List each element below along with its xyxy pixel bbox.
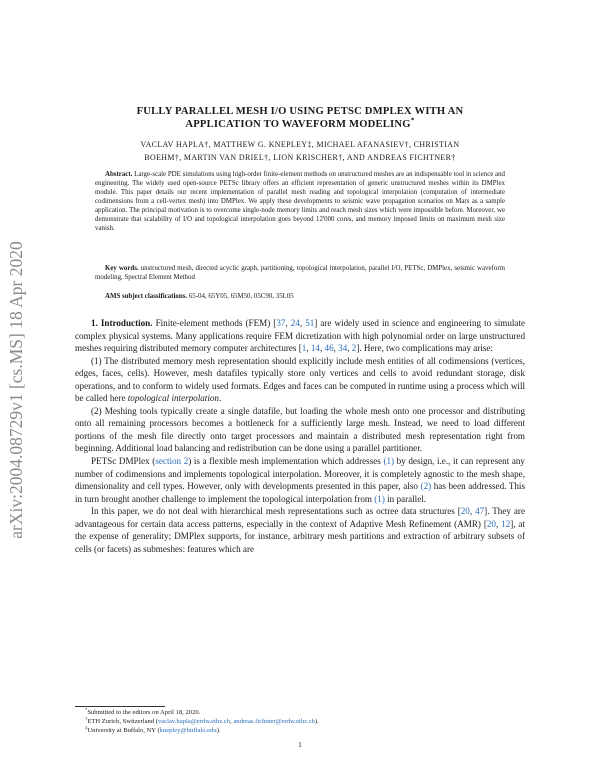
section-heading: 1. Introduction. (91, 318, 153, 328)
intro-paragraph-2: (1) The distributed memory mesh representation should explicitly include mesh entities of all codimensions (vertices, edges, faces, cells). However, mesh datafiles typically store only vertices and cells to avoid redundant storage, disk operations, and to conform to widely used formats. Edges and faces can be computed in runtime using a process which will be called here topological interpolation. (75, 355, 525, 404)
citation-link[interactable]: 14 (310, 343, 320, 354)
authors-line-1: VACLAV HAPLA†, MATTHEW G. KNEPLEY‡, MICHAEL AFANASIEV†, CHRISTIAN (140, 140, 460, 149)
abstract (95, 171, 505, 234)
citation-link[interactable]: 20 (486, 518, 496, 529)
arxiv-stamp-text: arXiv:2004.08729v1 [cs.MS] 18 Apr 2020 (6, 241, 26, 539)
item-reference-link[interactable]: (1) (374, 493, 385, 504)
intro-paragraph-4: PETSc DMPlex (section 2) is a flexible mesh implementation which addresses (1) by design, i.e., it can represent any number of codimensions and implements topological interpolation. Moreover, it is completely agnostic to the mesh shape, dimensionality and cell types. However, only with developments presented in this paper, also (2) has been addressed. This in turn brought another challenge to implement the topological interpolation from (1) in parallel. (75, 456, 525, 504)
abstract-text: Large-scale PDE simulations using high-order finite-element methods on unstructured meshes are an indispensable tool in science and engineering. The widely used open-source PETSc library offers an efficient representation of generic unstructured meshes within its DMPlex module. This paper details our recent implementation of parallel mesh reading and topological interpolation (computation of intermediate codimensions from a cell-vertex mesh) into DMPlex. We apply these developments to seismic wave propagation scenarios on Mars as a sample application. The principal motivation is to overcome single-node memory limits and reach mesh sizes which were impossible before. Moreover, we demonstrate that scalability of I/O and topological interpolation goes beyond 12'000 cores, and memory imposed limits on maximum mesh size vanish. (95, 171, 505, 232)
ams-text: 65-04, 65Y05, 65M50, 05C90, 35L05 (188, 293, 294, 300)
footnote-divider (75, 706, 165, 707)
intro-paragraph-3: (2) Meshing tools typically create a single datafile, but loading the whole mesh onto one processor and distributing onto all remaining processors becomes a bottleneck for a sufficiently large mesh. Instead, we need to load different portions of the mesh file directly onto target processors and maintain a distributed mesh representation right from beginning. Additional load balancing and redistribution can be done using a parallel partitioner. (75, 405, 525, 454)
citation-link[interactable]: 46 (324, 343, 334, 354)
title-line-2: APPLICATION TO WAVEFORM MODELING* (185, 115, 415, 130)
arxiv-identifier-stamp (4, 195, 30, 585)
email-link[interactable]: knepley@buffalo.edu (159, 726, 217, 734)
section-link[interactable]: section 2 (155, 456, 189, 467)
keywords-text: unstructured mesh, directed acyclic graph, partitioning, topological interpolation, parallel I/O, PETSc, DMPlex, seismic waveform modeling, Spectral Element Method (95, 265, 505, 281)
keywords-label: Key words. (105, 265, 139, 272)
ams-label: AMS subject classifications. (105, 293, 188, 300)
keywords (95, 265, 505, 283)
footnote-submitted: *Submitted to the editors on April 18, 2020. (85, 706, 201, 716)
page-number: 1 (298, 740, 302, 749)
paper-page (75, 0, 525, 776)
authors-line-2: BOEHM†, MARTIN VAN DRIEL†, LION KRISCHER†, AND ANDREAS FICHTNER† (144, 152, 456, 162)
citation-link[interactable]: 37 (276, 318, 286, 328)
paper-title (75, 105, 525, 131)
email-link[interactable]: vaclav.hapla@erdw.ethz.ch (158, 717, 231, 725)
introduction-section (75, 317, 525, 555)
citation-link[interactable]: 51 (305, 318, 315, 328)
item-reference-link[interactable]: (1) (383, 456, 395, 467)
citation-link[interactable]: 12 (501, 518, 511, 529)
title-line-1: FULLY PARALLEL MESH I/O USING PETSC DMPLEX WITH AN (136, 106, 464, 117)
citation-link[interactable]: 1 (301, 343, 307, 354)
footnote-buffalo: ‡University at Buffalo, NY (knepley@buffalo.edu). (85, 724, 221, 734)
author-list (75, 139, 525, 164)
citation-link[interactable]: 2 (351, 343, 357, 354)
ams-classifications (95, 293, 505, 302)
title-footnote-mark: * (410, 115, 415, 125)
footnotes (75, 706, 525, 735)
citation-link[interactable]: 20 (460, 506, 470, 517)
footnote-eth: †ETH Zurich, Switzerland (vaclav.hapla@erdw.ethz.ch, andreas.fichtner@erdw.ethz.ch). (85, 715, 319, 725)
intro-paragraph-5: In this paper, we do not deal with hierarchical mesh representations such as octree data structures [20, 47]. They are advantageous for certain data access patterns, especially in the context of Adaptive Mesh Refinement (AMR) [20, 12], at the expense of generality; DMPlex supports, for instance, arbitrary mesh partitions and extraction of arbitrary subsets of cells (or facets) as submeshes: features which are (75, 506, 525, 554)
citation-link[interactable]: 34 (338, 343, 348, 354)
citation-link[interactable]: 47 (475, 506, 485, 517)
abstract-label: Abstract. (105, 171, 133, 178)
citation-link[interactable]: 24 (290, 318, 300, 328)
intro-paragraph-1: 1. Introduction. Finite-element methods (FEM) [37, 24, 51] are widely used in science and engineering to simulate complex physical systems. Many applications require FEM dicretization with high polynomial order on large unstructured meshes requiring distributed memory computer architectures [1, 14, 46, 34, 2]. Here, two complications may arise: (75, 318, 526, 354)
item-reference-link[interactable]: (2) (420, 481, 432, 492)
email-link[interactable]: andreas.fichtner@erdw.ethz.ch (233, 717, 315, 725)
